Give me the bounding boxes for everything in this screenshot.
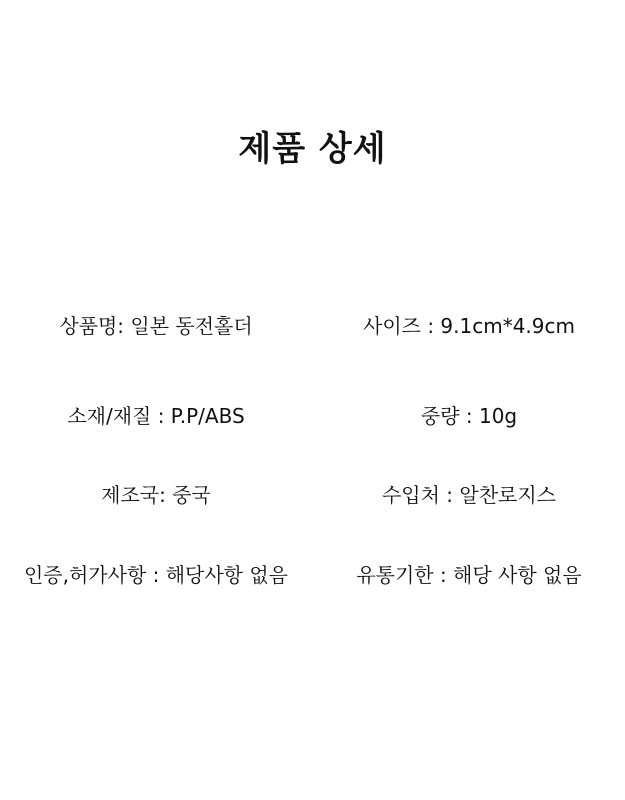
spec-importer: 수입처 : 알찬로지스 <box>381 483 556 507</box>
page-title: 제품 상세 <box>238 129 387 169</box>
spec-row-origin-importer <box>0 478 625 512</box>
spec-expiry: 유통기한 : 해당 사항 없음 <box>356 563 582 587</box>
spec-weight: 중량 : 10g <box>420 404 518 428</box>
spec-certification: 인증,허가사항 : 해당사항 없음 <box>23 563 288 587</box>
spec-row-certification-expiry <box>0 558 625 592</box>
spec-product-name: 상품명: 일본 동전홀더 <box>59 314 253 338</box>
spec-country-of-origin: 제조국: 중국 <box>101 483 211 507</box>
spec-row-name-size <box>0 309 625 343</box>
spec-row-material-weight <box>0 399 625 433</box>
spec-material: 소재/재질 : P.P/ABS <box>67 404 245 428</box>
spec-size: 사이즈 : 9.1cm*4.9cm <box>363 314 575 338</box>
